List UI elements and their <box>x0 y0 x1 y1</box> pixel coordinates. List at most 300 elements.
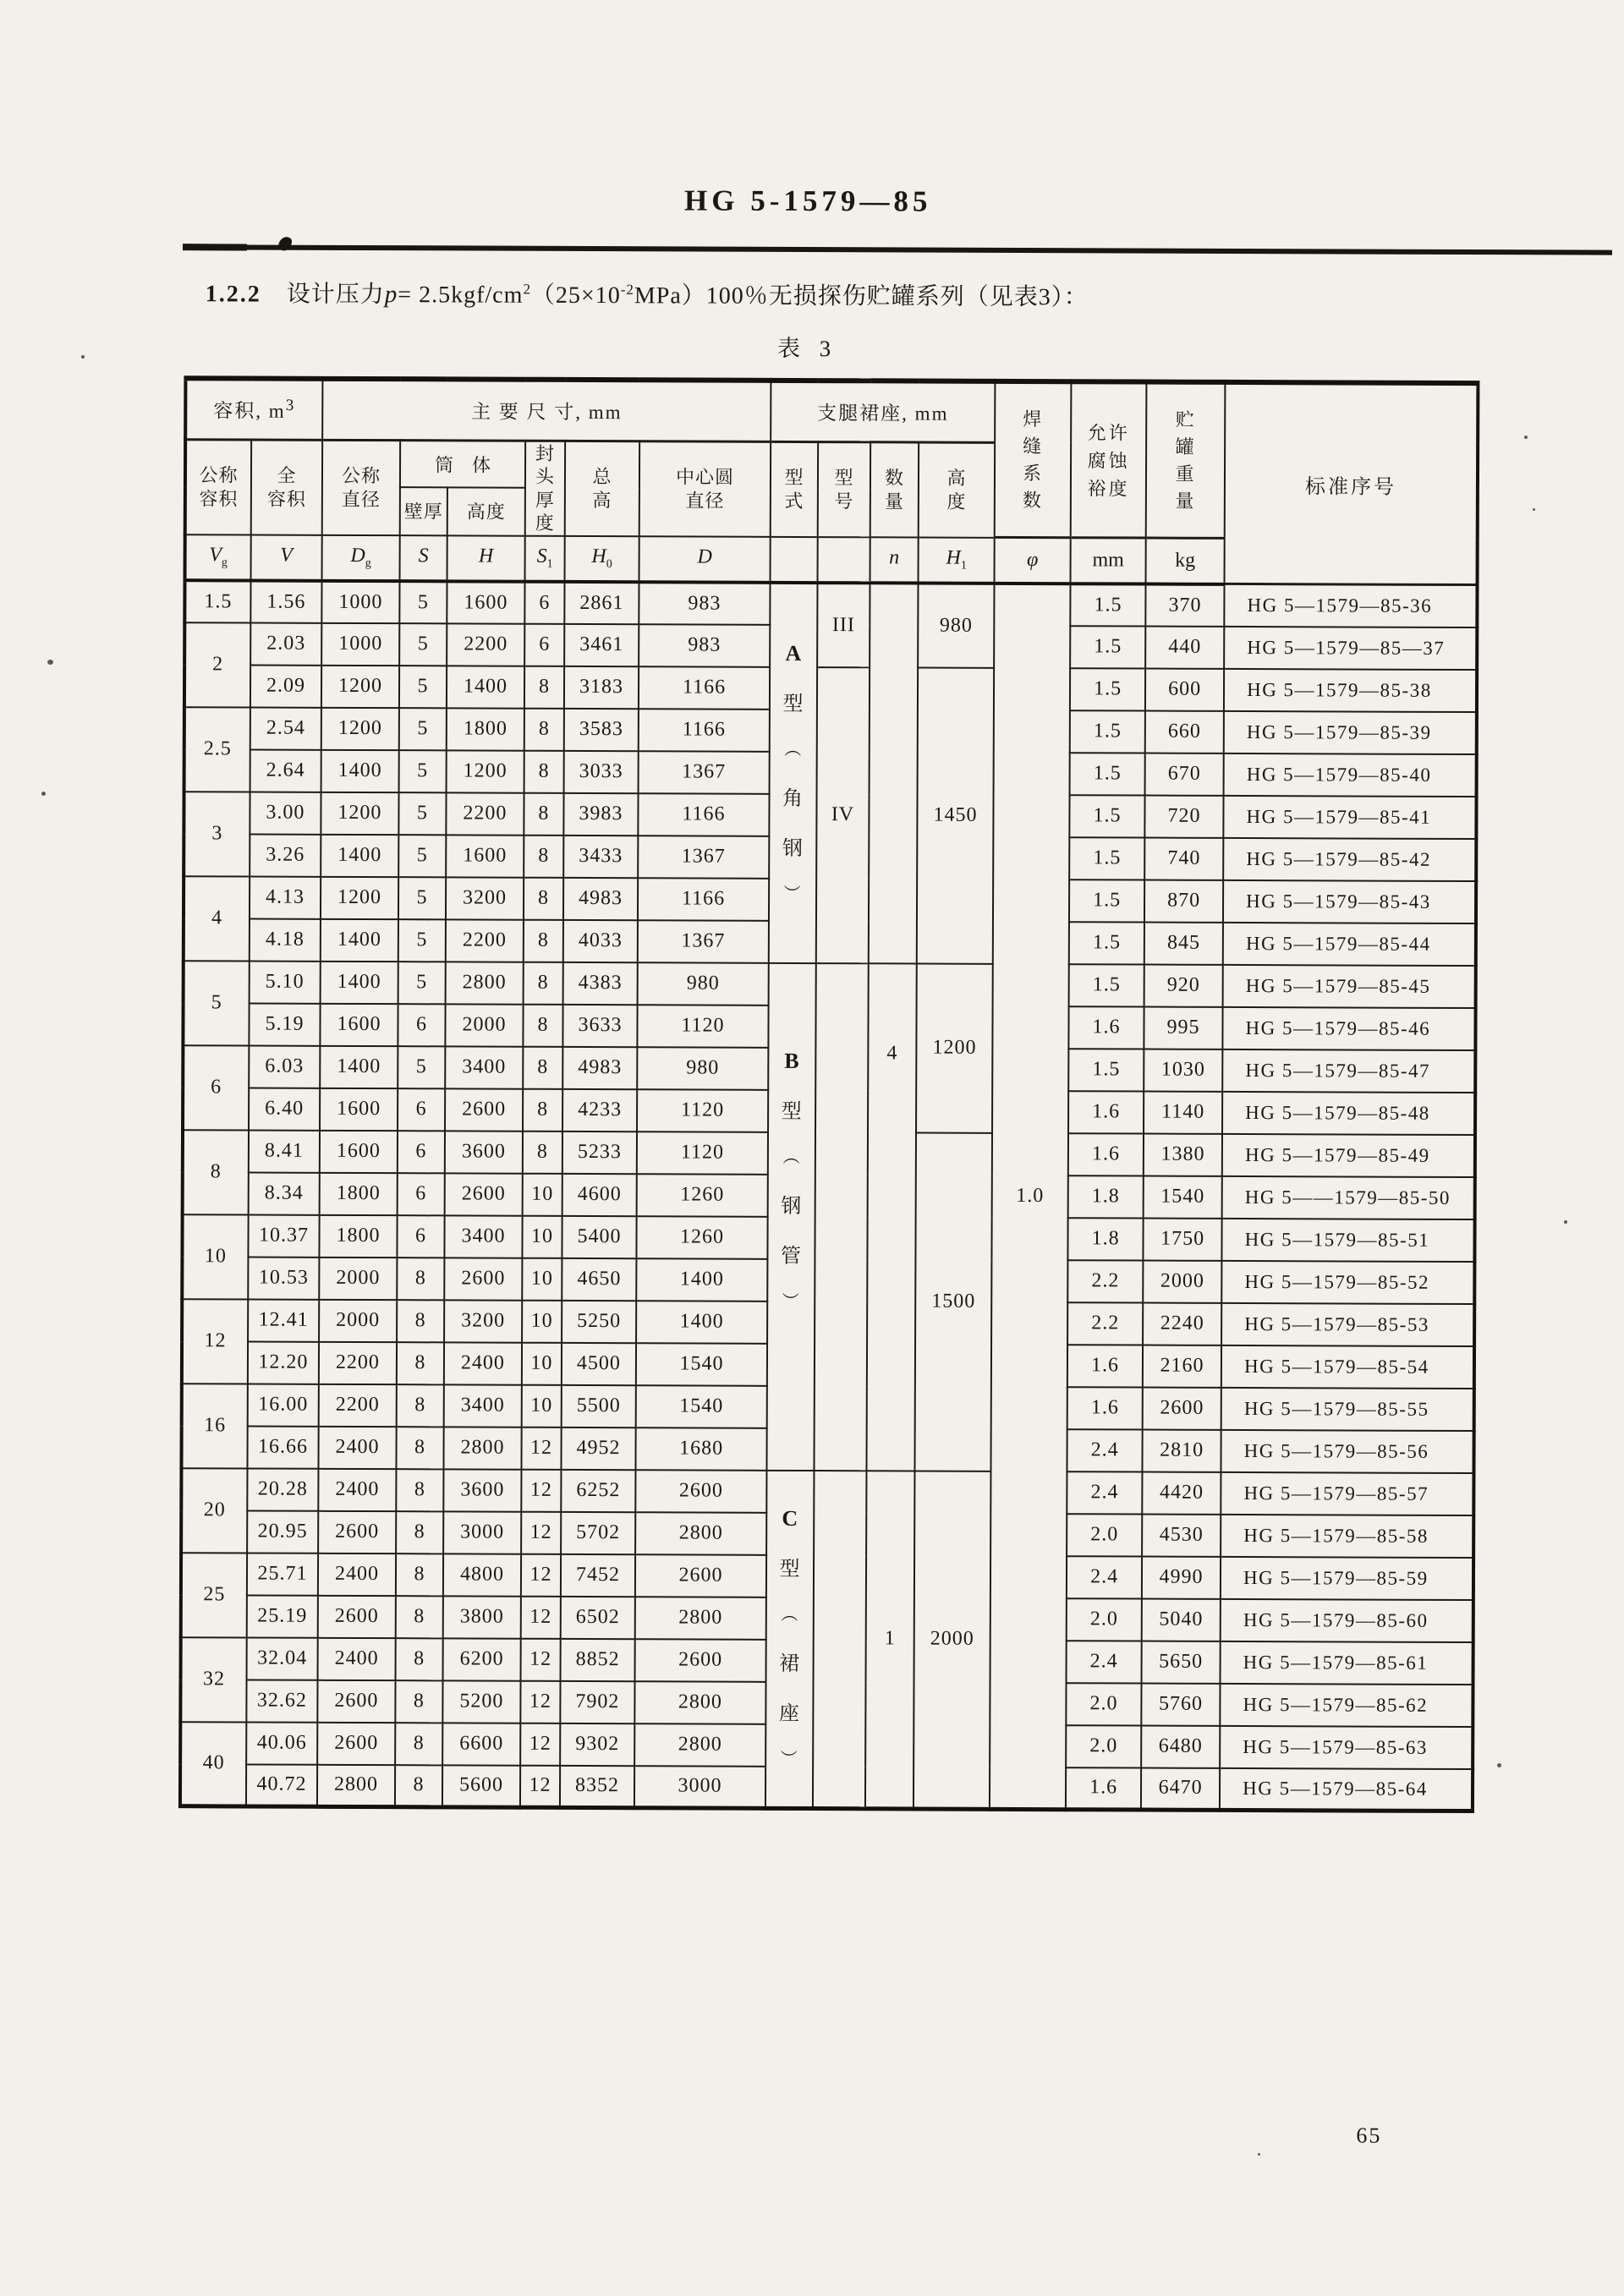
type-label-char: A <box>785 640 803 666</box>
cell-full-volume: 8.34 <box>249 1172 320 1214</box>
scan-speck <box>1524 436 1528 439</box>
cell-standard-number: HG 5—1579—85-52 <box>1221 1260 1474 1303</box>
header-col-head-thickness: 封头 厚度 <box>525 441 565 536</box>
cell-standard-number: HG 5—1579—85-60 <box>1221 1598 1473 1641</box>
cell-full-volume: 10.53 <box>248 1257 319 1299</box>
cell-corrosion-allowance: 1.6 <box>1066 1767 1141 1810</box>
cell-full-volume: 4.18 <box>250 918 321 961</box>
cell-head-thickness: 8 <box>524 708 564 750</box>
cell-total-height: 4650 <box>562 1258 636 1300</box>
cell-head-thickness: 10 <box>522 1384 562 1427</box>
cell-center-circle-diameter: 1120 <box>637 1005 768 1048</box>
cell-tank-weight: 370 <box>1145 584 1224 626</box>
cell-full-volume: 10.37 <box>248 1214 319 1257</box>
cell-corrosion-allowance: 1.5 <box>1069 964 1144 1006</box>
cell-shell-height: 3400 <box>444 1215 522 1258</box>
cell-nominal-volume: 25 <box>181 1553 247 1637</box>
cell-corrosion-allowance: 2.0 <box>1067 1598 1142 1641</box>
cell-full-volume: 3.00 <box>250 792 321 834</box>
cell-shell-height: 2200 <box>447 623 524 666</box>
scan-speck <box>1564 1220 1567 1224</box>
symbol-h1: $H_1$ <box>919 537 995 583</box>
cell-tank-weight: 4420 <box>1142 1471 1221 1514</box>
cell-total-height: 4033 <box>563 919 638 962</box>
type-label-char: ） <box>781 884 800 902</box>
table-row <box>184 665 1477 712</box>
scan-speck <box>41 792 46 796</box>
ink-blob-mark <box>277 235 294 253</box>
cell-tank-weight: 2600 <box>1143 1387 1221 1429</box>
cell-nominal-diameter: 1800 <box>320 1172 398 1214</box>
cell-head-thickness: 8 <box>523 1131 562 1173</box>
cell-nominal-diameter: 1200 <box>321 665 399 707</box>
cell-standard-number: HG 5—1579—85-49 <box>1222 1133 1475 1176</box>
document-number: HG 5-1579—85 <box>683 184 932 218</box>
cell-corrosion-allowance: 2.4 <box>1067 1429 1143 1471</box>
cell-standard-number: HG 5——1579—85-50 <box>1222 1175 1475 1219</box>
cell-total-height: 3433 <box>563 835 638 877</box>
cell-leg-type <box>765 1470 815 1808</box>
cell-shell-height: 4800 <box>443 1553 521 1596</box>
cell-corrosion-allowance: 1.5 <box>1070 753 1145 795</box>
header-group-leg-skirt: 支腿裙座, mm <box>771 381 995 442</box>
page-number: 65 <box>1356 2123 1382 2148</box>
cell-tank-weight: 740 <box>1144 837 1223 879</box>
cell-center-circle-diameter: 2800 <box>634 1723 765 1767</box>
cell-leg-height: 1450 <box>917 667 994 963</box>
cell-corrosion-allowance: 1.8 <box>1068 1218 1144 1260</box>
cell-tank-weight: 1750 <box>1144 1218 1222 1260</box>
scan-speck <box>1533 508 1535 511</box>
type-label-char: ） <box>779 1291 798 1310</box>
cell-head-thickness: 8 <box>523 1088 562 1131</box>
cell-head-thickness: 12 <box>521 1596 561 1638</box>
header-col-leg-height: 高 度 <box>919 442 995 538</box>
cell-center-circle-diameter: 1120 <box>637 1132 768 1175</box>
cell-standard-number: HG 5—1579—85-46 <box>1222 1006 1475 1049</box>
header-col-nominal-volume: 公称 容积 <box>185 439 251 534</box>
cell-head-thickness: 8 <box>524 750 564 792</box>
type-label-char: 座 <box>778 1703 800 1726</box>
symbol-vg: $V_g$ <box>185 534 251 580</box>
cell-shell-height: 3800 <box>443 1596 521 1638</box>
cell-total-height: 6252 <box>561 1469 635 1511</box>
cell-wall-thickness: 8 <box>395 1723 442 1765</box>
cell-wall-thickness: 8 <box>396 1596 443 1638</box>
cell-head-thickness: 8 <box>524 919 563 962</box>
section-heading <box>206 275 1089 312</box>
section-number: 1.2.2 <box>205 281 261 308</box>
cell-total-height: 4983 <box>563 877 638 919</box>
header-col-leg-model: 型 号 <box>818 441 870 537</box>
cell-total-height: 4233 <box>562 1088 637 1131</box>
cell-nominal-diameter: 1400 <box>320 1045 398 1088</box>
cell-wall-thickness: 8 <box>396 1638 443 1680</box>
cell-corrosion-allowance: 1.6 <box>1068 1091 1144 1133</box>
cell-head-thickness: 8 <box>524 792 563 835</box>
cell-nominal-volume: 6 <box>183 1045 249 1130</box>
cell-head-thickness: 12 <box>521 1427 561 1469</box>
cell-nominal-diameter: 1600 <box>320 1003 398 1045</box>
cell-corrosion-allowance: 1.5 <box>1069 795 1144 837</box>
cell-corrosion-allowance: 1.5 <box>1068 1049 1144 1091</box>
cell-total-height: 3633 <box>562 1004 637 1046</box>
cell-nominal-volume: 1.5 <box>184 580 250 622</box>
cell-center-circle-diameter: 1400 <box>636 1301 767 1344</box>
cell-standard-number: HG 5—1579—85-64 <box>1220 1767 1473 1811</box>
cell-shell-height: 2600 <box>445 1173 523 1215</box>
cell-tank-weight: 440 <box>1145 626 1224 668</box>
cell-standard-number: HG 5—1579—85-51 <box>1222 1218 1475 1261</box>
cell-nominal-diameter: 1400 <box>321 918 398 961</box>
cell-weld-factor: 1.0 <box>990 583 1071 1809</box>
rule-dash-mark <box>183 244 247 250</box>
section-text-mid: （25×10 <box>530 282 621 310</box>
cell-tank-weight: 4530 <box>1142 1514 1221 1556</box>
cell-corrosion-allowance: 1.5 <box>1070 584 1145 626</box>
cell-total-height: 5250 <box>562 1300 636 1342</box>
cell-full-volume: 4.13 <box>250 876 321 918</box>
cell-head-thickness: 8 <box>524 666 564 708</box>
cell-nominal-diameter: 1800 <box>319 1214 397 1257</box>
type-label-char: 管 <box>780 1245 803 1268</box>
cell-head-thickness: 12 <box>521 1469 561 1511</box>
type-label-char: 型 <box>782 693 804 715</box>
cell-wall-thickness: 6 <box>397 1215 444 1258</box>
cell-corrosion-allowance: 1.5 <box>1069 922 1144 964</box>
cell-nominal-diameter: 2200 <box>319 1384 397 1426</box>
cell-corrosion-allowance: 1.6 <box>1068 1006 1144 1049</box>
cell-nominal-diameter: 1600 <box>320 1088 398 1130</box>
cell-shell-height: 3000 <box>443 1511 521 1553</box>
cell-nominal-diameter: 2000 <box>319 1257 397 1299</box>
symbol-h: H <box>447 535 525 581</box>
cell-center-circle-diameter: 1260 <box>636 1216 767 1259</box>
cell-shell-height: 3600 <box>445 1131 523 1173</box>
cell-full-volume: 20.28 <box>247 1468 318 1510</box>
cell-tank-weight: 870 <box>1144 879 1223 922</box>
cell-tank-weight: 2160 <box>1143 1345 1221 1387</box>
cell-head-thickness: 10 <box>522 1258 562 1300</box>
pressure-symbol: p <box>384 281 398 309</box>
cell-shell-height: 6200 <box>443 1638 521 1680</box>
cell-nominal-diameter: 2400 <box>318 1553 396 1595</box>
header-group-volume: 容积, $m^3$ <box>185 378 322 440</box>
cell-center-circle-diameter: 983 <box>639 624 770 667</box>
cell-nominal-volume: 8 <box>183 1130 249 1214</box>
cell-tank-weight: 2240 <box>1143 1302 1221 1345</box>
cell-nominal-volume: 16 <box>181 1384 247 1468</box>
symbol-v: V <box>251 534 322 580</box>
cell-leg-height: 1200 <box>916 963 993 1132</box>
cell-total-height: 8352 <box>560 1765 634 1807</box>
cell-head-thickness: 12 <box>520 1680 560 1723</box>
leg-type-vertical-label <box>768 963 815 1469</box>
cell-corrosion-allowance: 2.4 <box>1067 1556 1142 1598</box>
table-row <box>184 961 1476 1008</box>
cell-wall-thickness: 8 <box>397 1300 444 1342</box>
cell-head-thickness: 12 <box>521 1553 561 1596</box>
cell-tank-weight: 1540 <box>1144 1175 1222 1218</box>
cell-nominal-volume: 2.5 <box>184 707 250 792</box>
cell-total-height: 5233 <box>562 1131 637 1173</box>
superscript-2: 2 <box>523 281 531 298</box>
scan-speck <box>81 355 85 359</box>
cell-tank-weight: 1030 <box>1144 1049 1222 1091</box>
symbol-phi: φ <box>995 537 1071 583</box>
cell-head-thickness: 10 <box>522 1342 562 1384</box>
cell-center-circle-diameter: 1540 <box>636 1343 767 1386</box>
cell-shell-height: 2600 <box>444 1258 522 1300</box>
header-col-shell-height: 高度 <box>447 488 525 536</box>
type-label-char: （ <box>782 739 801 758</box>
cell-leg-quantity: 4 <box>867 963 917 1471</box>
cell-full-volume: 3.26 <box>250 834 321 876</box>
cell-head-thickness: 12 <box>520 1765 560 1807</box>
cell-nominal-diameter: 2200 <box>319 1341 397 1384</box>
unit-mm: mm <box>1071 538 1146 584</box>
header-col-nominal-diameter: 公称 直径 <box>322 440 400 535</box>
cell-center-circle-diameter: 2600 <box>635 1554 766 1597</box>
cell-leg-model <box>815 963 869 1471</box>
cell-total-height: 5500 <box>562 1384 636 1427</box>
cell-center-circle-diameter: 1540 <box>636 1385 767 1428</box>
cell-standard-number: HG 5—1579—85-63 <box>1220 1725 1473 1768</box>
cell-wall-thickness: 6 <box>398 1173 445 1215</box>
cell-full-volume: 2.03 <box>250 622 321 665</box>
cell-full-volume: 8.41 <box>249 1130 320 1172</box>
cell-leg-height: 1500 <box>915 1132 993 1471</box>
cell-tank-weight: 720 <box>1144 795 1223 837</box>
cell-head-thickness: 8 <box>524 962 563 1004</box>
cell-full-volume: 2.64 <box>250 749 321 792</box>
type-label-char: 钢 <box>781 1195 803 1218</box>
cell-corrosion-allowance: 1.6 <box>1067 1387 1143 1429</box>
type-label-char: （ <box>780 1147 799 1165</box>
type-label-char: （ <box>778 1605 798 1624</box>
cell-leg-model <box>813 1471 867 1809</box>
cell-wall-thickness: 5 <box>399 666 447 708</box>
cell-full-volume: 2.09 <box>250 665 321 707</box>
cell-standard-number: HG 5—1579—85-39 <box>1224 710 1477 753</box>
cell-head-thickness: 10 <box>522 1215 562 1258</box>
cell-total-height: 4952 <box>561 1427 635 1469</box>
cell-wall-thickness: 6 <box>398 1088 445 1131</box>
cell-tank-weight: 600 <box>1145 668 1224 710</box>
tank-series-table <box>178 375 1480 1813</box>
cell-standard-number: HG 5—1579—85-44 <box>1223 922 1476 965</box>
table-row <box>181 1468 1473 1515</box>
cell-shell-height: 2200 <box>446 919 524 962</box>
header-col-center-circle-diameter: 中心圆 直径 <box>639 441 771 536</box>
cell-wall-thickness: 5 <box>399 581 447 623</box>
cell-corrosion-allowance: 2.4 <box>1067 1471 1142 1514</box>
header-rule <box>184 244 1612 255</box>
cell-tank-weight: 670 <box>1145 753 1224 795</box>
cell-full-volume: 16.00 <box>248 1384 319 1426</box>
cell-tank-weight: 1380 <box>1144 1133 1222 1175</box>
cell-corrosion-allowance: 1.5 <box>1070 626 1145 668</box>
cell-center-circle-diameter: 2800 <box>634 1681 765 1724</box>
cell-nominal-diameter: 2800 <box>317 1764 395 1806</box>
cell-wall-thickness: 8 <box>395 1765 442 1807</box>
cell-standard-number: HG 5—1579—85-54 <box>1221 1345 1474 1388</box>
cell-nominal-diameter: 2400 <box>318 1426 396 1468</box>
cell-standard-number: HG 5—1579—85-62 <box>1220 1683 1473 1726</box>
cell-tank-weight: 1140 <box>1144 1091 1222 1133</box>
cell-tank-weight: 2000 <box>1143 1260 1221 1302</box>
symbol-h0: $H_0$ <box>565 535 639 581</box>
cell-corrosion-allowance: 2.0 <box>1066 1725 1141 1767</box>
header-col-full-volume: 全 容积 <box>251 439 322 534</box>
cell-full-volume: 1.56 <box>250 580 321 622</box>
header-col-wall-thickness: 壁厚 <box>400 487 447 534</box>
cell-total-height: 3461 <box>564 623 639 666</box>
cell-wall-thickness: 5 <box>398 1046 445 1088</box>
cell-wall-thickness: 5 <box>399 708 447 750</box>
cell-shell-height: 3600 <box>443 1469 521 1511</box>
cell-wall-thickness: 8 <box>396 1427 443 1469</box>
cell-nominal-diameter: 2600 <box>318 1510 396 1553</box>
cell-corrosion-allowance: 1.5 <box>1070 668 1145 710</box>
cell-nominal-volume: 5 <box>183 961 249 1045</box>
cell-corrosion-allowance: 1.8 <box>1068 1175 1144 1218</box>
cell-wall-thickness: 8 <box>396 1469 443 1511</box>
cell-wall-thickness: 8 <box>395 1680 442 1723</box>
cell-standard-number: HG 5—1579—85-48 <box>1222 1091 1475 1134</box>
cell-tank-weight: 660 <box>1145 710 1224 753</box>
cell-wall-thickness: 5 <box>398 877 446 919</box>
cell-standard-number: HG 5—1579—85—37 <box>1224 626 1477 669</box>
cell-nominal-volume: 2 <box>184 622 250 707</box>
cell-corrosion-allowance: 2.2 <box>1067 1260 1143 1302</box>
cell-full-volume: 25.19 <box>247 1595 318 1637</box>
header-group-main-dimensions: 主 要 尺 寸, mm <box>322 379 771 441</box>
cell-center-circle-diameter: 1367 <box>638 920 769 963</box>
cell-center-circle-diameter: 1367 <box>639 751 770 794</box>
cell-standard-number: HG 5—1579—85-58 <box>1221 1514 1473 1557</box>
type-label-char: 型 <box>781 1100 803 1123</box>
cell-nominal-diameter: 2400 <box>318 1468 396 1510</box>
cell-nominal-diameter: 1200 <box>321 792 398 834</box>
cell-center-circle-diameter: 1166 <box>638 793 769 836</box>
cell-wall-thickness: 8 <box>397 1258 444 1300</box>
cell-tank-weight: 4990 <box>1142 1556 1221 1598</box>
cell-total-height: 7902 <box>560 1680 634 1723</box>
cell-nominal-volume: 32 <box>180 1637 246 1722</box>
cell-shell-height: 2200 <box>446 792 524 835</box>
cell-tank-weight: 845 <box>1144 922 1223 964</box>
cell-standard-number: HG 5—1579—85-40 <box>1224 753 1477 796</box>
cell-total-height: 3033 <box>564 750 639 792</box>
cell-nominal-volume: 40 <box>180 1722 246 1806</box>
cell-leg-height: 980 <box>918 583 994 667</box>
table-row <box>184 580 1477 627</box>
cell-head-thickness: 12 <box>520 1723 560 1765</box>
cell-center-circle-diameter: 980 <box>638 962 769 1006</box>
cell-center-circle-diameter: 1367 <box>638 836 769 879</box>
cell-nominal-diameter: 1000 <box>321 622 399 665</box>
unit-kg: kg <box>1146 538 1225 584</box>
cell-shell-height: 2400 <box>444 1342 522 1384</box>
cell-shell-height: 1400 <box>447 666 524 708</box>
cell-standard-number: HG 5—1579—85-43 <box>1223 879 1476 923</box>
cell-nominal-diameter: 1200 <box>321 876 398 918</box>
cell-nominal-volume: 20 <box>181 1468 247 1553</box>
cell-head-thickness: 8 <box>523 1046 562 1088</box>
cell-total-height: 3183 <box>564 666 639 708</box>
cell-nominal-volume: 4 <box>184 876 250 961</box>
cell-tank-weight: 6480 <box>1141 1725 1220 1767</box>
cell-center-circle-diameter: 2800 <box>635 1512 766 1555</box>
cell-shell-height: 3400 <box>444 1384 522 1427</box>
cell-leg-quantity <box>869 583 919 963</box>
cell-corrosion-allowance: 2.4 <box>1067 1641 1142 1683</box>
cell-corrosion-allowance: 2.0 <box>1067 1514 1142 1556</box>
cell-full-volume: 12.20 <box>248 1341 319 1384</box>
symbol-dg: $D_g$ <box>322 534 400 580</box>
cell-standard-number: HG 5—1579—85-36 <box>1224 584 1477 627</box>
cell-full-volume: 32.04 <box>247 1637 318 1680</box>
symbol-s: S <box>400 535 447 581</box>
symbol-d: D <box>639 536 771 583</box>
cell-wall-thickness: 5 <box>398 962 446 1004</box>
cell-nominal-diameter: 1400 <box>321 961 398 1003</box>
type-label-char: 裙 <box>779 1653 801 1676</box>
cell-wall-thickness: 5 <box>398 919 446 962</box>
cell-head-thickness: 12 <box>521 1638 561 1680</box>
cell-shell-height: 6600 <box>442 1723 520 1765</box>
cell-head-thickness: 10 <box>522 1300 562 1342</box>
cell-standard-number: HG 5—1579—85-45 <box>1223 964 1476 1007</box>
cell-shell-height: 1600 <box>446 835 524 877</box>
symbol-s1: $S_1$ <box>525 535 565 581</box>
cell-corrosion-allowance: 2.0 <box>1066 1683 1141 1725</box>
cell-head-thickness: 10 <box>523 1173 562 1215</box>
cell-shell-height: 2800 <box>443 1427 521 1469</box>
cell-center-circle-diameter: 2600 <box>635 1639 766 1682</box>
cell-tank-weight: 2810 <box>1143 1429 1221 1471</box>
cell-full-volume: 12.41 <box>248 1299 319 1341</box>
table-caption: 表 3 <box>776 335 838 362</box>
cell-standard-number: HG 5—1579—85-56 <box>1221 1429 1474 1472</box>
cell-center-circle-diameter: 1260 <box>637 1174 768 1217</box>
type-label-char: ） <box>777 1750 797 1768</box>
cell-corrosion-allowance: 1.5 <box>1069 879 1144 922</box>
cell-total-height: 2861 <box>564 581 639 623</box>
cell-shell-height: 2000 <box>445 1004 523 1046</box>
cell-shell-height: 3200 <box>444 1300 522 1342</box>
cell-nominal-volume: 10 <box>182 1214 248 1299</box>
cell-center-circle-diameter: 1166 <box>639 709 770 752</box>
cell-leg-quantity: 1 <box>865 1471 915 1809</box>
cell-tank-weight: 5760 <box>1141 1683 1220 1725</box>
cell-wall-thickness: 5 <box>398 792 446 835</box>
cell-nominal-volume: 12 <box>182 1299 248 1384</box>
header-corrosion-allowance: 允许腐蚀裕度 <box>1071 381 1147 538</box>
cell-shell-height: 2800 <box>446 962 524 1004</box>
cell-standard-number: HG 5—1579—85-55 <box>1221 1387 1474 1430</box>
cell-total-height: 4983 <box>562 1046 637 1088</box>
cell-wall-thickness: 5 <box>399 750 447 792</box>
cell-corrosion-allowance: 1.6 <box>1067 1345 1143 1387</box>
cell-standard-number: HG 5—1579—85-59 <box>1221 1556 1473 1599</box>
leg-type-vertical-label <box>766 1471 814 1806</box>
cell-wall-thickness: 8 <box>396 1511 443 1553</box>
cell-center-circle-diameter: 1680 <box>635 1427 766 1471</box>
cell-shell-height: 2600 <box>445 1088 523 1131</box>
table-body <box>180 580 1478 1811</box>
